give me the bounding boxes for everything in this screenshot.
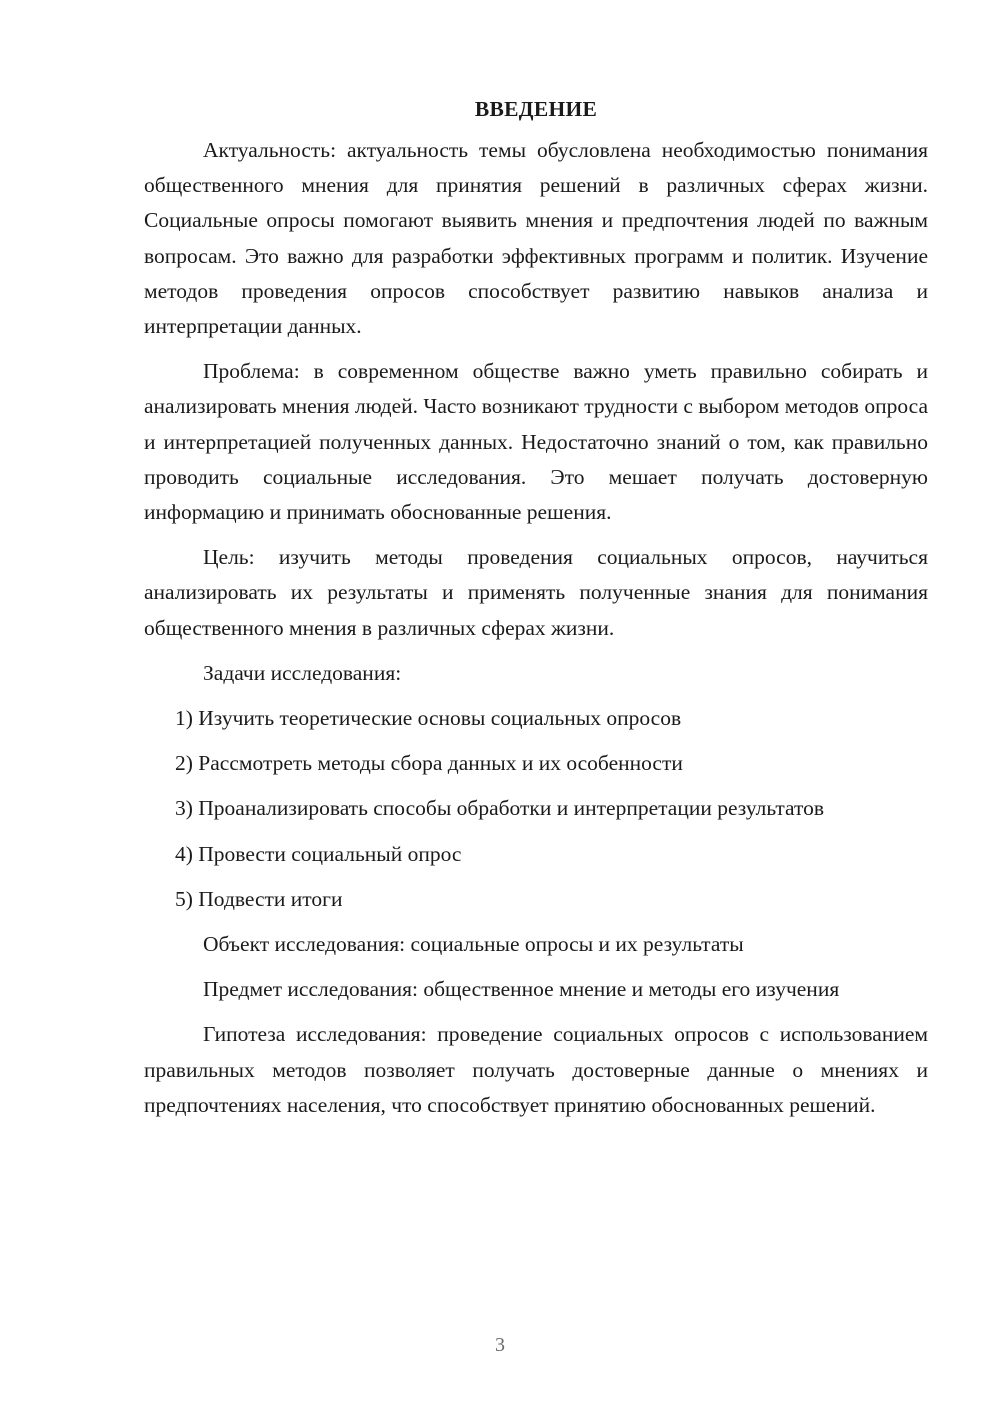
task-item: 4) Провести социальный опрос (175, 841, 462, 866)
problem-paragraph: Проблема: в современном обществе важно уметь правильно собирать и анализировать мнения людей. Часто возникают трудности с выбором методов опроса и интерпретацией полученных данных. Недостаточно знаний о том, как правильно проводить социальные исследования. Это мешает получать достоверную информацию и принимать обоснованные решения. (144, 359, 928, 525)
task-item: 2) Рассмотреть методы сбора данных и их особенности (175, 751, 683, 776)
page-number: 3 (495, 1334, 505, 1356)
task-item: 3) Проанализировать способы обработки и интерпретации результатов (175, 796, 824, 821)
task-item: 5) Подвести итоги (175, 886, 343, 911)
task-item: 1) Изучить теоретические основы социальных опросов (175, 706, 682, 731)
page-title: ВВЕДЕНИЕ (474, 97, 598, 121)
hypothesis-paragraph: Гипотеза исследования: проведение социальных опросов с использованием правильных методов позволяет получать достоверные данные о мнениях и предпочтениях населения, что способствует принятию обоснованных решений. (144, 1022, 928, 1117)
subject-paragraph: Предмет исследования: общественное мнение и методы его изучения (203, 977, 840, 1002)
tasks-heading: Задачи исследования: (203, 660, 402, 685)
object-paragraph: Объект исследования: социальные опросы и их результаты (203, 932, 744, 957)
document-page (144, 92, 928, 1133)
goal-paragraph: Цель: изучить методы проведения социальных опросов, научиться анализировать их результаты и применять полученные знания для понимания общественного мнения в различных сферах жизни. (144, 545, 928, 640)
relevance-paragraph: Актуальность: актуальность темы обусловлена необходимостью понимания общественного мнения для принятия решений в различных сферах жизни. Социальные опросы помогают выявить мнения и предпочтения людей по важным вопросам. Это важно для разработки эффективных программ и политик. Изучение методов проведения опросов способствует развитию навыков анализа и интерпретации данных. (144, 138, 928, 339)
tasks-list (144, 701, 928, 917)
